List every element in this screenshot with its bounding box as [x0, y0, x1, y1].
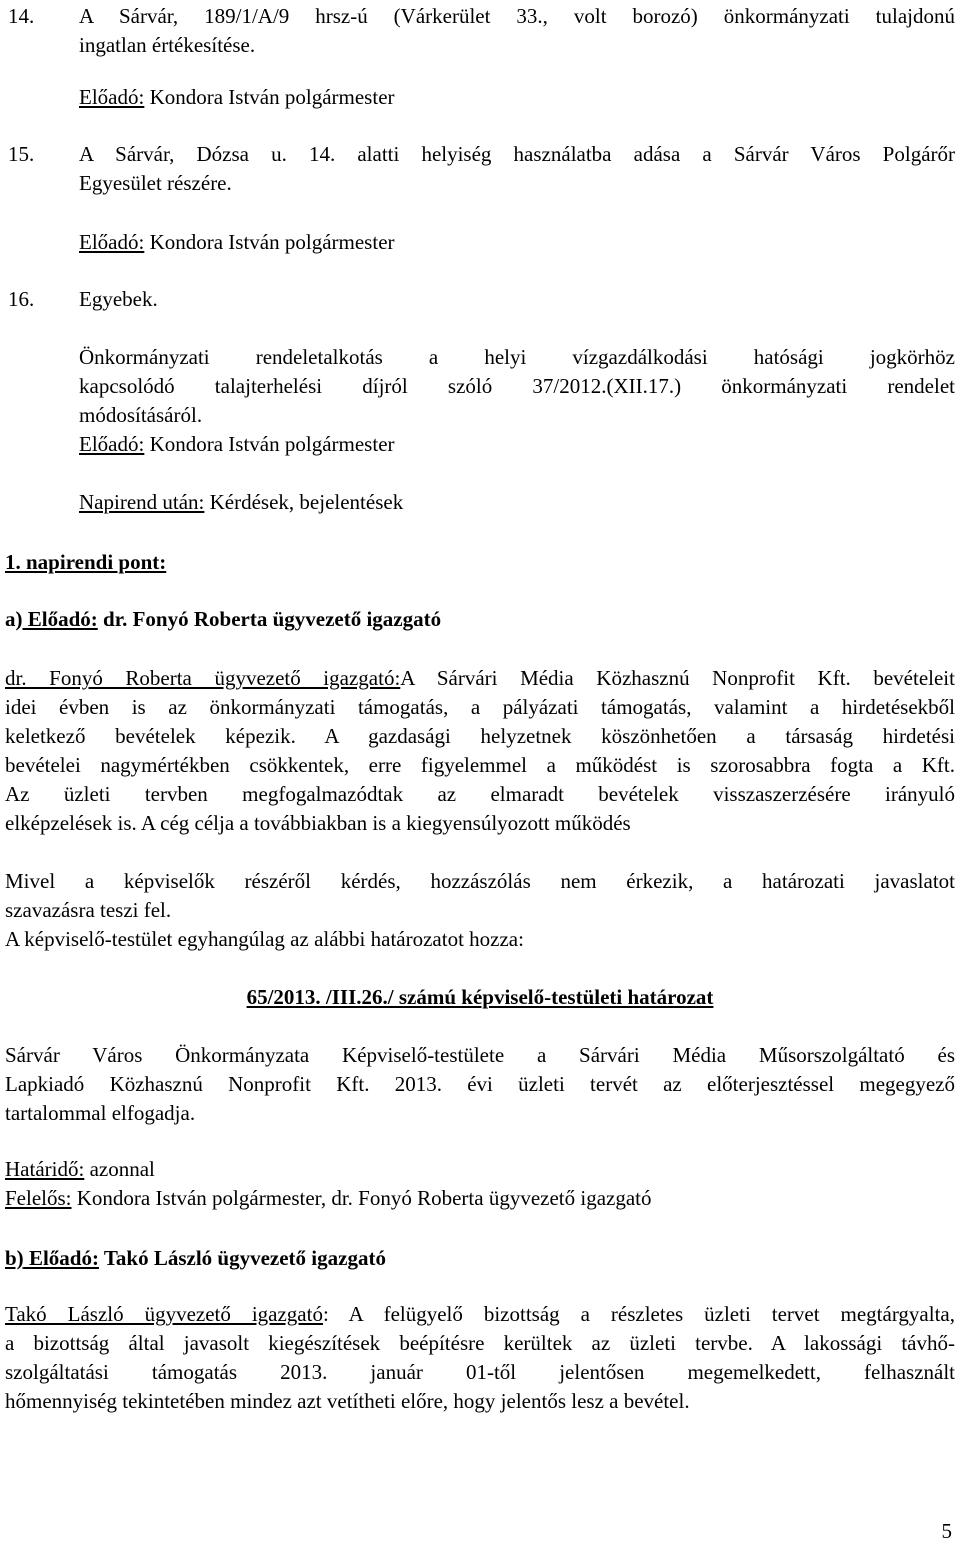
paragraph-line: Az üzleti tervben megfogalmazódtak az elmaradt bevételek visszaszerzésére irányuló — [5, 782, 955, 806]
after-agenda-line — [79, 488, 403, 517]
sub-label: Előadó: — [23, 1246, 99, 1270]
paragraph-line: bevételei nagymértékben csökkentek, erre figyelemmel a működést is szorosabbra fogta a Kft. — [5, 753, 955, 777]
presenter-label: Előadó: — [79, 432, 145, 456]
paragraph-line — [5, 664, 955, 693]
speaker-text: A Sárvári Média Közhasznú Nonprofit Kft. bevételeit — [400, 666, 955, 690]
deadline-label: Határidő: — [5, 1157, 85, 1181]
paragraph-line: keletkező bevételek képezik. A gazdasági helyzetnek köszönhetően a társaság hirdetési — [5, 724, 955, 748]
sub-name: Takó László ügyvezető igazgató — [98, 1246, 386, 1270]
presenter-line — [79, 83, 395, 112]
responsible-value: Kondora István polgármester, dr. Fonyó Roberta ügyvezető igazgató — [71, 1186, 652, 1210]
agenda-item-text: Egyesület részére. — [79, 171, 232, 195]
deadline-line — [5, 1155, 155, 1184]
agenda-item-text: kapcsolódó talajterhelési díjról szóló 37/2012.(XII.17.) önkormányzati rendelet — [79, 374, 955, 398]
presenter-name: Kondora István polgármester — [144, 432, 395, 456]
presenter-line — [79, 228, 395, 257]
resolution-line: Lapkiadó Közhasznú Nonprofit Kft. 2013. évi üzleti tervét az előterjesztéssel megegyező — [5, 1072, 955, 1096]
agenda-item-text: A Sárvár, 189/1/A/9 hrsz-ú (Várkerület 33., volt borozó) önkormányzati tulajdonú — [79, 4, 955, 28]
subsection-heading-a — [5, 605, 441, 634]
agenda-item-text: Önkormányzati rendeletalkotás a helyi vízgazdálkodási hatósági jogkörhöz — [79, 345, 955, 369]
sub-label: Előadó: — [22, 607, 98, 631]
responsible-label: Felelős: — [5, 1186, 72, 1210]
page-number: 5 — [941, 1519, 952, 1543]
paragraph-line: a bizottság által javasolt kiegészítések beépítésre kerültek az üzleti tervbe. A lakossági távhő- — [5, 1331, 955, 1355]
presenter-label: Előadó: — [79, 85, 145, 109]
agenda-item-number: 16. — [8, 287, 35, 311]
agenda-item-text: ingatlan értékesítése. — [79, 33, 256, 57]
sub-prefix: a) — [5, 607, 23, 631]
paragraph-line: elképzelések is. A cég célja a továbbiakban is a kiegyensúlyozott működés — [5, 811, 631, 835]
resolution-line: tartalommal elfogadja. — [5, 1101, 196, 1125]
agenda-item-number: 15. — [8, 142, 35, 166]
responsible-line — [5, 1184, 652, 1213]
presenter-label: Előadó: — [79, 230, 145, 254]
presenter-name: Kondora István polgármester — [144, 85, 395, 109]
paragraph-line: hőmennyiség tekintetében mindez azt vetítheti előre, hogy jelentős lesz a bevétel. — [5, 1389, 690, 1413]
agenda-item-number: 14. — [8, 4, 35, 28]
paragraph-line: Mivel a képviselők részéről kérdés, hozzászólás nem érkezik, a határozati javaslatot — [5, 869, 955, 893]
paragraph-line — [5, 1300, 955, 1329]
resolution-title: 65/2013. /III.26./ számú képviselő-testületi határozat — [246, 985, 714, 1009]
sub-name: dr. Fonyó Roberta ügyvezető igazgató — [97, 607, 442, 631]
sub-prefix: b) — [5, 1246, 24, 1270]
presenter-name: Kondora István polgármester — [144, 230, 395, 254]
speaker-colon: : — [322, 1302, 329, 1326]
paragraph-line: szavazásra teszi fel. — [5, 898, 172, 922]
deadline-value: azonnal — [84, 1157, 155, 1181]
speaker-text: A felügyelő bizottság a részletes üzleti tervet megtárgyalta, — [328, 1302, 955, 1326]
speaker-label: Takó László ügyvezető igazgató — [5, 1302, 323, 1326]
presenter-line — [79, 430, 395, 459]
paragraph-line: szolgáltatási támogatás 2013. január 01-től jelentősen megemelkedett, felhasznált — [5, 1360, 955, 1384]
speaker-label: dr. Fonyó Roberta ügyvezető igazgató: — [5, 666, 401, 690]
agenda-item-title: Egyebek. — [79, 287, 158, 311]
resolution-line: Sárvár Város Önkormányzata Képviselő-testülete a Sárvári Média Műsorszolgáltató és — [5, 1043, 955, 1067]
subsection-heading-b — [5, 1244, 386, 1273]
agenda-item-text: módosításáról. — [79, 403, 203, 427]
agenda-item-text: A Sárvár, Dózsa u. 14. alatti helyiség használatba adása a Sárvár Város Polgárőr — [79, 142, 955, 166]
section-heading: 1. napirendi pont: — [5, 550, 167, 574]
paragraph-line: A képviselő-testület egyhangúlag az alábbi határozatot hozza: — [5, 927, 524, 951]
after-agenda-text: Kérdések, bejelentések — [204, 490, 404, 514]
after-agenda-label: Napirend után: — [79, 490, 205, 514]
paragraph-line: idei évben is az önkormányzati támogatás, a pályázati támogatás, valamint a hirdetésekből — [5, 695, 955, 719]
